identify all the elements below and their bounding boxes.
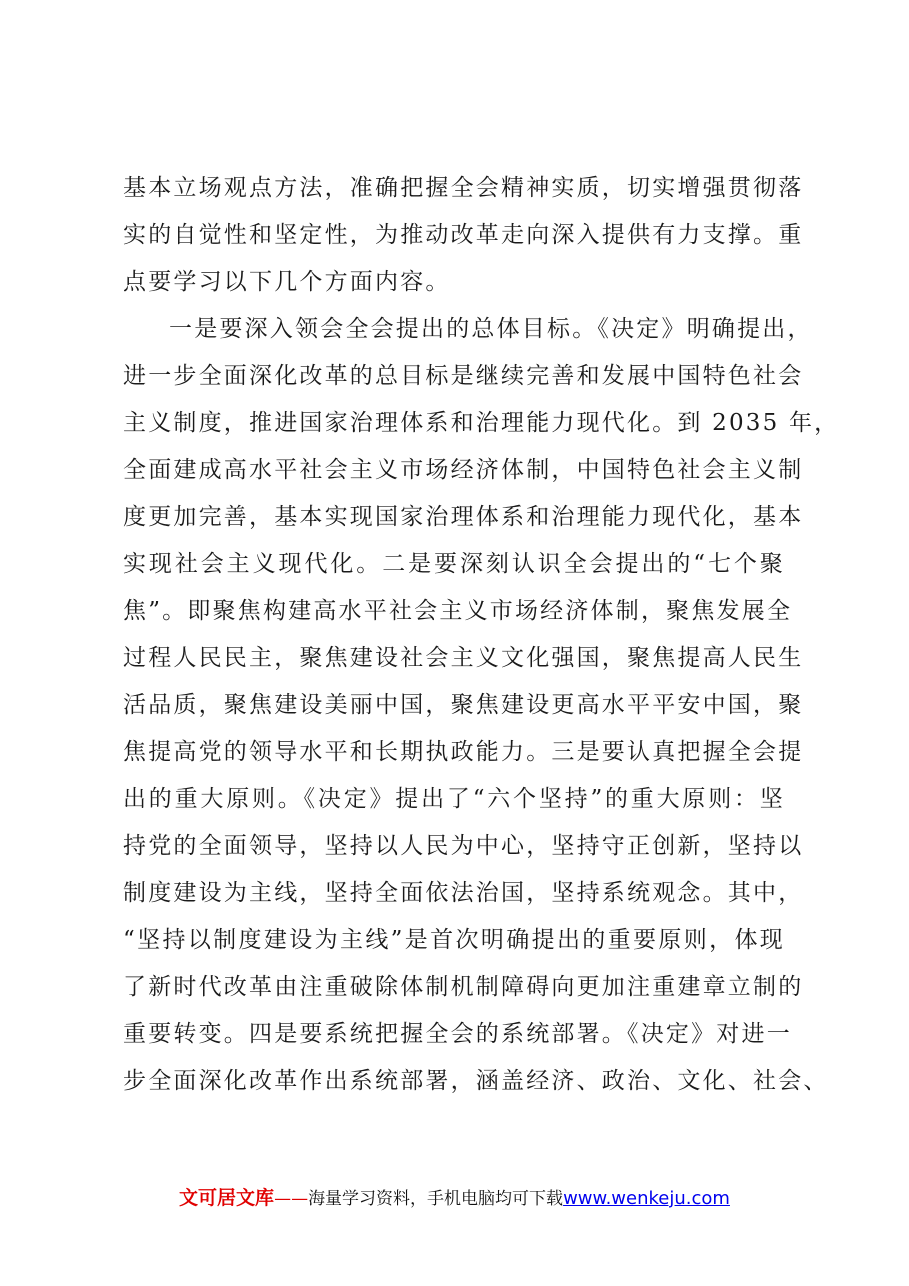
text-line: 焦”。即聚焦构建高水平社会主义市场经济体制，聚焦发展全 <box>123 598 793 624</box>
footer-dash: —— <box>274 1189 309 1209</box>
text-line: 实现社会主义现代化。二是要深刻认识全会提出的“七个聚 <box>123 551 785 577</box>
footer-website-link[interactable]: www.wenkeju.com <box>563 1188 730 1209</box>
text-line: 过程人民民主，聚焦建设社会主义文化强国，聚焦提高人民生 <box>123 645 804 671</box>
text-line: 全面建成高水平社会主义市场经济体制，中国特色社会主义制 <box>123 457 804 483</box>
text-line: 一是要深入领会全会提出的总体目标。《决定》明确提出， <box>169 316 813 342</box>
text-line: 持党的全面领导，坚持以人民为中心，坚持守正创新，坚持以 <box>123 833 804 859</box>
text-line: 基本立场观点方法，准确把握全会精神实质，切实增强贯彻落 <box>123 175 804 201</box>
text-line: 点要学习以下几个方面内容。 <box>123 269 451 295</box>
text-line: 焦提高党的领导水平和长期执政能力。三是要认真把握全会提 <box>123 739 804 765</box>
text-line: 步全面深化改革作出系统部署，涵盖经济、政治、文化、社会、 <box>123 1068 829 1094</box>
text-line: 了新时代改革由注重破除体制机制障碍向更加注重建章立制的 <box>123 974 804 1000</box>
footer-tagline: 海量学习资料，手机电脑均可下载 <box>308 1189 564 1209</box>
text-line: 制度建设为主线，坚持全面依法治国，坚持系统观念。其中， <box>123 880 804 906</box>
text-line: 进一步全面深化改革的总目标是继续完善和发展中国特色社会 <box>123 363 804 389</box>
text-line: 实的自觉性和坚定性，为推动改革走向深入提供有力支撑。重 <box>123 222 804 248</box>
text-line: 活品质，聚焦建设美丽中国，聚焦建设更高水平平安中国，聚 <box>123 692 804 718</box>
text-line: 主义制度，推进国家治理体系和治理能力现代化。到 2035 年， <box>123 410 840 436</box>
footer-brand: 文可居文库 <box>179 1187 275 1209</box>
body-text <box>123 165 840 1105</box>
text-line: 出的重大原则。《决定》提出了“六个坚持”的重大原则：坚 <box>123 786 785 812</box>
text-line: 度更加完善，基本实现国家治理体系和治理能力现代化，基本 <box>123 504 804 530</box>
text-line: “坚持以制度建设为主线”是首次明确提出的重要原则，体现 <box>123 927 785 953</box>
page-footer <box>0 1183 909 1210</box>
text-line: 重要转变。四是要系统把握全会的系统部署。《决定》对进一 <box>123 1021 792 1047</box>
